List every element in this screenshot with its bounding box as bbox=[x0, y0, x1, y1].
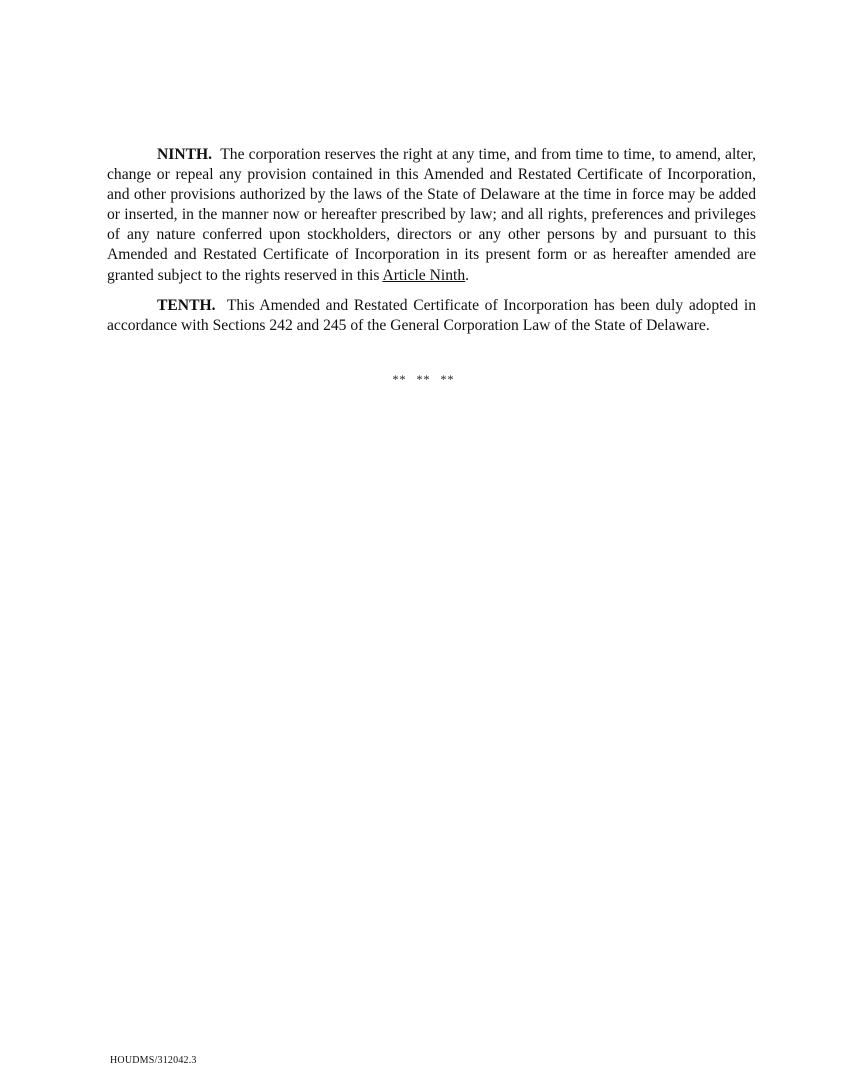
article-ninth-reference: Article Ninth bbox=[382, 266, 466, 284]
paragraph-ninth-text: The corporation reserves the right at any time, and from time to time, to amend, alter, change or repeal any provision contained in this Amended and Restated Certificate of Incorporation, and other provisions authorized by the laws of the State of Delaware at the time in force may be added or inserted, in the manner now or hereafter prescribed by law; and all rights, preferences and privileges of any nature conferred upon stockholders, directors or any other persons by and pursuant to this Amended and Restated Certificate of Incorporation in its present form or as hereafter amended are granted subject to the rights reserved in this bbox=[107, 146, 757, 284]
paragraph-tenth-text: This Amended and Restated Certificate of Incorporation has been duly adopted in accordance with Sections 242 and 245 of the General Corporation Law of the State of Delaware. bbox=[107, 297, 756, 335]
section-separator: ** ** ** bbox=[392, 372, 455, 386]
paragraph-ninth-end: . bbox=[465, 266, 470, 284]
heading-ninth: NINTH. bbox=[157, 146, 213, 163]
document-id-footer: HOUDMS/312042.3 bbox=[110, 1055, 197, 1066]
heading-tenth: TENTH. bbox=[157, 297, 216, 314]
paragraph-tenth bbox=[107, 296, 756, 336]
paragraph-ninth bbox=[107, 145, 756, 286]
